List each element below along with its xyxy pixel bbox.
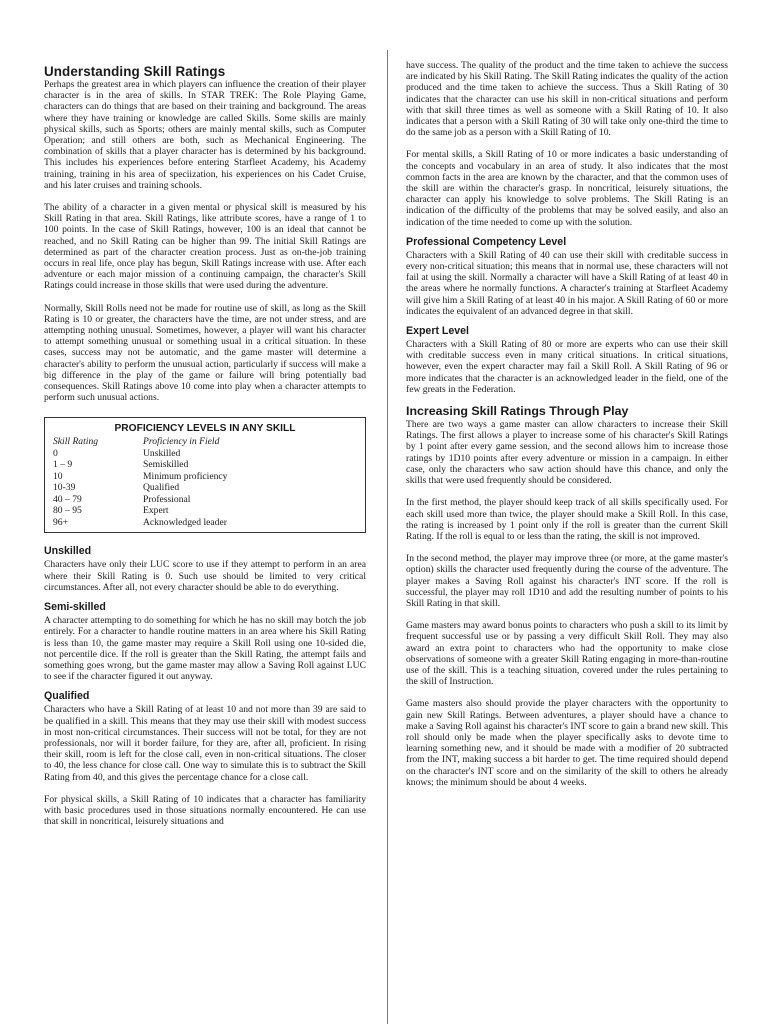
table-title: PROFICIENCY LEVELS IN ANY SKILL — [114, 423, 296, 435]
paragraph: Perhaps the greatest area in which players can influence the creation of their player character is in the area of skills. In STAR TREK: The Role Playing Game, characters can do things that are based on their training and background. The areas where they have training or knowledge are called Skills. Some skills are mainly physical skills, such as Sports; others are mainly mental skills, such as Computer Operation; and still others are both, such as Mechanical Engineering. The combination of skills that a player character has is determined by his background. This includes his experiences before entering Starfleet Academy, his Academy training, training in his area of speciization, his experiences on his Cadet Cruise, and his later cruises and training schools. — [44, 79, 366, 191]
table-cell: Acknowledged leader — [143, 516, 227, 528]
subheading-increasing: Increasing Skill Ratings Through Play — [406, 404, 629, 419]
table-row — [53, 517, 357, 529]
table-header-row — [53, 436, 357, 448]
table-row — [53, 482, 357, 494]
column-header-proficiency: Proficiency in Field — [143, 436, 220, 448]
paragraph: In the second method, the player may improve three (or more, at the game master's option) skills the character used frequently during the course of the adventure. The player makes a Saving Roll against his character's INT score. If the roll is successful, the player may roll 1D10 and add the resulting number of points to his Skill Rating in that skill. — [406, 553, 728, 609]
table-cell: Unskilled — [143, 447, 181, 459]
paragraph: In the first method, the player should keep track of all skills specifically used. For each skill used more than twice, the player should make a Skill Roll. In this case, the rating is increased by 1 point only if the roll is greater than the current Skill Rating. If the roll is equal to or less than the rating, the skill is not improved. — [406, 497, 728, 542]
proficiency-table-box — [44, 417, 366, 533]
table-cell: 96+ — [53, 516, 69, 528]
right-column — [406, 60, 728, 788]
subheading-unskilled: Unskilled — [44, 545, 92, 558]
paragraph: have success. The quality of the product and the time taken to achieve the success are indicated by his Skill Rating. The Skill Rating indicates the quality of the action produced and the time taken to achieve the success. Thus a Skill Rating of 30 indicates that the character can use his skill in non-critical situations and perform with that skill three times as well as someone with a Skill Rating of 10. It also indicates that a person with a Skill Rating of 30 will take only one-third the time to do the same job as a person with a Skill Rating of 10. — [406, 60, 728, 139]
paragraph: Characters with a Skill Rating of 40 can use their skill with creditable success in every non-critical situation; this means that in normal use, these characters will not fail at using the skill. Normally a character will have a Skill Rating of at least 40 in the areas where he normally functions. A character's training at Starfleet Academy will give him a Skill Rating of at least 40 in his major. A Skill Rating of 60 or more indicates the equivalent of an advanced degree in that skill. — [406, 249, 728, 317]
table-cell: 0 — [53, 447, 58, 459]
table-cell: Minimum proficiency — [143, 470, 228, 482]
section-title: Understanding Skill Ratings — [44, 64, 226, 79]
paragraph: Characters have only their LUC score to use if they attempt to perform in an area where their Skill Rating is 0. Such use should be limited to very critical circumstances. After all, not every character should be able to do everything. — [44, 559, 366, 593]
table-cell: Qualified — [143, 482, 180, 494]
table-row — [53, 459, 357, 471]
table-row — [53, 448, 357, 460]
subheading-qualified: Qualified — [44, 690, 90, 703]
paragraph: Characters with a Skill Rating of 80 or more are experts who can use their skill with creditable success even in many critical situations. In critical situations, however, even the expert character may fail a Skill Roll. A Skill Rating of 96 or more indicates that the character is an acknowledged leader in the field, one of the few greats in the Federation. — [406, 339, 728, 395]
paragraph: For physical skills, a Skill Rating of 10 indicates that a character has familiarity with basic procedures used in those situations normally encountered. He can use that skill in noncritical, leisurely situations and — [44, 793, 366, 828]
paragraph: Game masters may award bonus points to characters who push a skill to its limit by frequent successful use or by passing a very difficult Skill Roll. They may also award an extra point to characters who had the opportunity to make close observations of someone with a greater Skill Rating engaging in more-than-routine use of the skill. This is a teaching situation, covered under the rules pertaining to the skill of Instruction. — [406, 620, 728, 688]
paragraph: Normally, Skill Rolls need not be made for routine use of skill, as long as the Skill Rating is 10 or greater, the characters have the time, are not under stress, and are attempting nothing unusual. Sometimes, however, a player will want his character to attempt something unusual or something usual in a critical situation. In these cases, success may not be automatic, and the game master will determine a character's ability to perform the unusual action, particularly if success will make a big difference in the play of the game or failure will bring potentially bad consequences. Skill Ratings above 10 come into play when a character attempts to perform such unusual actions. — [44, 302, 366, 404]
subheading-professional: Professional Competency Level — [406, 235, 567, 248]
table-row — [53, 494, 357, 506]
table-cell: 10 — [53, 470, 63, 482]
table-cell: Expert — [143, 505, 169, 517]
table-cell: 80 – 95 — [53, 505, 82, 517]
proficiency-table — [53, 436, 357, 528]
table-cell: 40 – 79 — [53, 493, 82, 505]
paragraph: Characters who have a Skill Rating of at least 10 and not more than 39 are said to be qualified in a skill. This means that they may use their skill with modest success in most non-critical circumstances. Their success will not be total, for they are not professionals, nor will it border failure, for they are, after all, proficient. In rising their skill, room is left for the close call, even in non-critical situations. The closer to 40, the less chance for close call. One way to simulate this is to subtract the Skill Rating from 40, and this gives the percentage chance for a close call. — [44, 704, 366, 783]
table-row — [53, 505, 357, 517]
column-header-skill-rating: Skill Rating — [53, 436, 99, 448]
paragraph: The ability of a character in a given mental or physical skill is measured by his Skill Rating in that area. Skill Ratings, like attribute scores, have a range of 1 to 100 points. In the case of Skill Ratings, however, 100 is an ideal that cannot be reached, and no Skill Rating can be higher than 99. The initial Skill Ratings are determined as part of the character creation process. Just as on-the-job training occurs in real life, once play has begun, Skill Ratings increase with use. After each adventure or each major mission of a continuing campaign, the character's Skill Ratings could increase in those skills that were used during the adventure. — [44, 202, 366, 292]
table-row — [53, 471, 357, 483]
table-cell: Semiskilled — [143, 459, 189, 471]
paragraph: Game masters also should provide the player characters with the opportunity to gain new Skill Ratings. Between adventures, a player should have a chance to make a Saving Roll against his character's INT score to gain a brand new skill. This roll should only be made when the player specifically asks to devote time to learning something new, and it should be made with a modifier of 20 subtracted from the INT, making success a bit harder to get. The time required should depend on the character's INT score and on the similarity of the skill to others he already knows; the minimum should be about 4 weeks. — [406, 698, 728, 788]
subheading-expert: Expert Level — [406, 325, 470, 338]
table-cell: Professional — [143, 493, 191, 505]
left-column — [44, 62, 366, 827]
column-divider — [387, 50, 388, 1024]
table-cell: 10-39 — [53, 482, 76, 494]
subheading-semi-skilled: Semi-skilled — [44, 601, 106, 614]
table-cell: 1 – 9 — [53, 459, 73, 471]
paragraph: For mental skills, a Skill Rating of 10 or more indicates a basic understanding of the concepts and vocabulary in an area of study. It also indicates that the most common facts in the area are known by the character, and that the common uses of the skill are within the character's grasp. In noncritical, leisurely situations, the character can apply his knowledge to solve problems. The Skill Rating is an indication of the difficulty of the problems that may be solved easily, and also an indication of the time needed to come up with the solution. — [406, 149, 728, 228]
paragraph: There are two ways a game master can allow characters to increase their Skill Ratings. The first allows a player to increase some of his character's Skill Ratings by 1 point after every game session, and the second allows him to increase those ratings by 1D10 points after every adventure or mission in a campaign. In either case, only the characters who saw action should have this chance, and only the skills that were used frequently should be considered. — [406, 419, 728, 487]
paragraph: A character attempting to do something for which he has no skill may botch the job entirely. For a character to handle routine matters in an area where his Skill Rating is less than 10, the game master may require a Skill Roll using one 10-sided die, not percentile dice. If the roll is greater than the Skill Rating, the attempt fails and something goes wrong, but the game master may allow a Saving Roll against LUC to see if the character figured it out anyway. — [44, 615, 366, 683]
